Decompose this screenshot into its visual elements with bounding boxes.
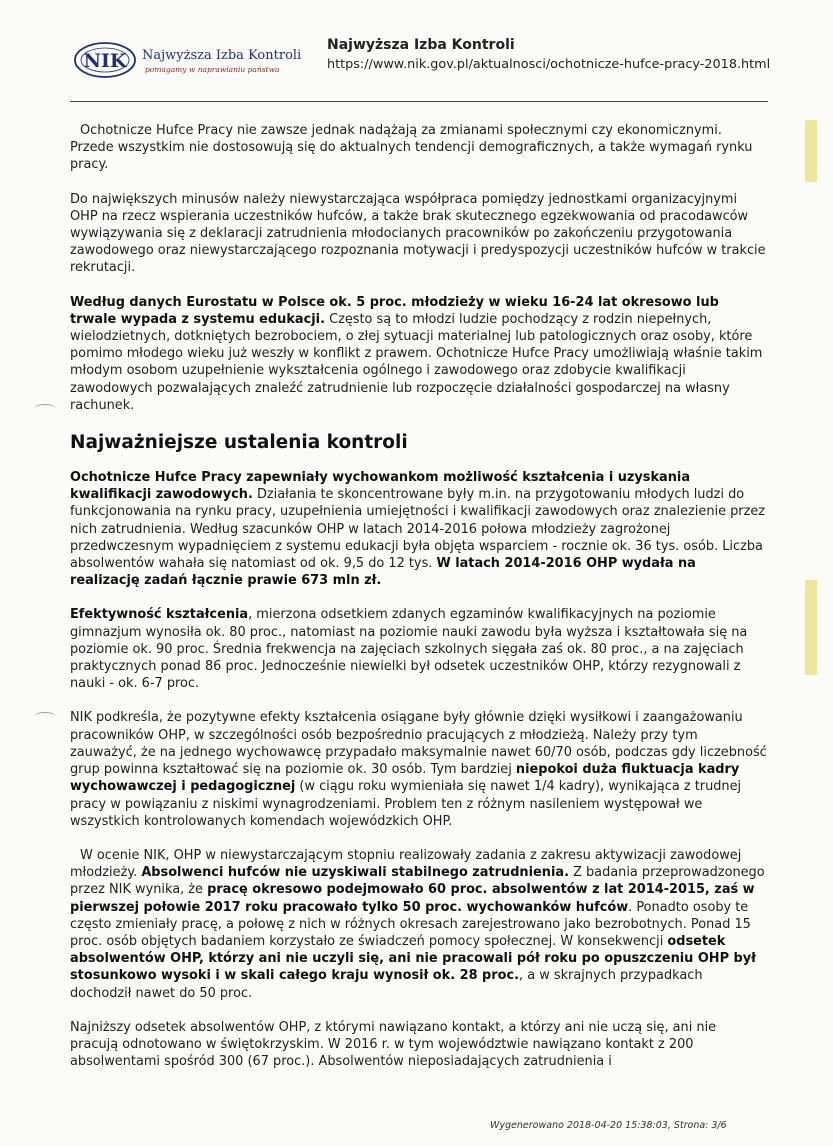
paragraph-3: [70, 294, 768, 414]
nik-logo: [70, 38, 320, 88]
paragraph-7: [70, 847, 768, 1002]
paragraph-2: Do największych minusów należy niewystarczająca współpraca pomiędzy jednostkami organizacyjnymi OHP na rzecz wspierania uczestników hufców, a także brak skutecznego egzekwowania od pracodawców wywiązywania się z deklaracji zatrudnienia młodocianych pracowników po zakończeniu przygotowania zawodowego oraz niewystarczającego rozpoznania motywacji i predyspozycji uczestników hufców w trakcie rekrutacji.: [70, 191, 766, 276]
nik-emblem-icon: [70, 38, 140, 82]
paragraph-6: [70, 709, 768, 829]
scan-margin-mark: [34, 404, 56, 413]
article-body: [70, 122, 768, 1087]
paragraph-3-bold: Według danych Eurostatu w Polsce ok. 5 proc. młodzieży w wieku 16-24 lat okresowo lub trwale wypada z systemu edukacji.: [70, 294, 719, 327]
paragraph-1: Ochotnicze Hufce Pracy nie zawsze jednak nadążają za zmianami społecznymi czy ekonomicznymi. Przede wszystkim nie dostosowują się do aktualnych tendencji demograficznych, a także wymagań rynku pracy.: [70, 123, 753, 173]
logo-monogram: NIK: [83, 50, 127, 72]
paragraph-5-text: , mierzona odsetkiem zdanych egzaminów kwalifikacyjnych na poziomie gimnazjum wynosiła ok. 80 proc., natomiast na poziomie nauki zawodu była wyższa i kształtowała się na poziomie ok. 90 proc. Średnia frekwencja na zajęciach szkolnych sięgała zaś ok. 80 proc., a na zajęciach praktycznych ponad 86 proc. Jednocześnie niewielki był odsetek uczestników OHP, którzy rezygnowali z nauki - ok. 6-7 proc.: [70, 607, 748, 692]
paragraph-7-bold-2: pracę okresowo podejmowało 60 proc. absolwentów z lat 2014-2015, zaś w pierwszej połowie 2017 roku pracowało tylko 50 proc. wychowanków hufców: [70, 882, 755, 915]
section-heading: Najważniejsze ustalenia kontroli: [70, 432, 408, 454]
header-divider: [70, 101, 768, 102]
paragraph-6-text-a: NIK podkreśla, że pozytywne efekty kształcenia osiągane były głównie dzięki wysiłkowi i zaangażowaniu pracowników OHP, w szczególności osób bezpośrednio pracujących z młodzieżą. Należy przy tym zauważyć, że na jednego wychowawcę przypadało maksymalnie nawet 60/70 osób, podczas gdy liczebność grup powinna kształtować się na poziomie ok. 30 osób. Tym bardziej: [70, 710, 767, 778]
paragraph-7-text-a: W ocenie NIK, OHP w niewystarczającym stopniu realizowały zadania z zakresu aktywizacji zawodowej młodzieży.: [70, 847, 742, 881]
paragraph-4-text: Działania te skoncentrowane były m.in. na przygotowaniu młodych ludzi do funkcjonowania na rynku pracy, uzupełnienia umiejętności i kwalifikacji zawodowych oraz znalezienie przez nich zatrudnienia. Według szacunków OHP w latach 2014-2016 połowa młodzieży zagrożonej przedwczesnym wypadnięciem z systemu edukacji była objęta wsparciem - rocznie ok. 36 tys. osób. Liczba absolwentów wahała się natomiast od ok. 9,5 do 12 tys.: [70, 487, 766, 572]
paragraph-8: Najniższy odsetek absolwentów OHP, z którymi nawiązano kontakt, a którzy ani nie uczą się, ani nie pracują odnotowano w świętokrzyskim. W 2016 r. w tym województwie nawiązano kontakt z 200 absolwentami spośród 300 (67 proc.). Absolwentów nieposiadających zatrudnienia i: [70, 1019, 717, 1070]
header-title: Najwyższa Izba Kontroli: [327, 37, 515, 53]
scan-margin-mark: [34, 712, 56, 721]
highlighter-mark: [805, 120, 817, 182]
page-footer: Wygenerowano 2018-04-20 15:38:03, Strona: 3/6: [490, 1120, 727, 1131]
paragraph-7-bold-3: odsetek absolwentów OHP, którzy ani nie uczyli się, ani nie pracowali pół roku po opuszczeniu OHP był stosunkowo wysoki i w skali całego kraju wynosił ok. 28 proc.: [70, 933, 756, 984]
page-header: [70, 36, 770, 100]
header-url: https://www.nik.gov.pl/aktualnosci/ochotnicze-hufce-pracy-2018.html: [327, 57, 771, 72]
paragraph-3-text: Często są to młodzi ludzie pochodzący z rodzin niepełnych, wielodzietnych, dotkniętych bezrobociem, o złej sytuacji materialnej lub patologicznych oraz osoby, które pomimo młodego wieku już weszły w konflikt z prawem. Ochotnicze Hufce Pracy umożliwiają właśnie takim młodym osobom uzupełnienie wykształcenia ogólnego i zawodowego oraz zdobycie kwalifikacji zawodowych pozwalających znaleźć zatrudnienie lub rozpoczęcie działalności gospodarczej na własny rachunek.: [70, 311, 763, 413]
paragraph-4-bold-tail: W latach 2014-2016 OHP wydała na realizację zadań łącznie prawie 673 mln zł.: [70, 556, 696, 589]
paragraph-7-text-b: Z badania przeprowadzonego przez NIK wynika, że: [70, 865, 765, 898]
paragraph-7-text-d: , a w skrajnych przypadkach dochodził nawet do 50 proc.: [70, 968, 703, 1001]
logo-institution-name: Najwyższa Izba Kontroli: [142, 48, 302, 63]
paragraph-7-text-c: . Ponadto osoby te często zmieniały pracę, a połowę z nich w różnych okresach zarejestrowano jako bezrobotnych. Ponad 15 proc. osób objętych badaniem korzystało ze świadczeń pomocy społecznej. W konsekwencji: [70, 899, 751, 949]
paragraph-4-bold-lead: Ochotnicze Hufce Pracy zapewniały wychowankom możliwość kształcenia i uzyskania kwalifikacji zawodowych.: [70, 470, 691, 503]
paragraph-5-bold: Efektywność kształcenia: [70, 607, 249, 623]
paragraph-6-bold: niepokoi duża fluktuacja kadry wychowawczej i pedagogicznej: [70, 762, 740, 795]
paragraph-5: [70, 606, 768, 692]
highlighter-mark: [805, 580, 817, 675]
paragraph-4: [70, 469, 768, 589]
paragraph-7-bold-1: Absolwenci hufców nie uzyskiwali stabilnego zatrudnienia.: [141, 865, 569, 881]
paragraph-6-text-b: (w ciągu roku wymieniała się nawet 1/4 kadry), wynikająca z trudnej pracy w powiązaniu z niskimi wynagrodzeniami. Problem ten z różnym nasileniem występował we wszystkich kontrolowanych komendach wojewódzkich OHP.: [70, 779, 742, 829]
logo-tagline: pomagamy w naprawianiu państwa: [145, 65, 280, 74]
